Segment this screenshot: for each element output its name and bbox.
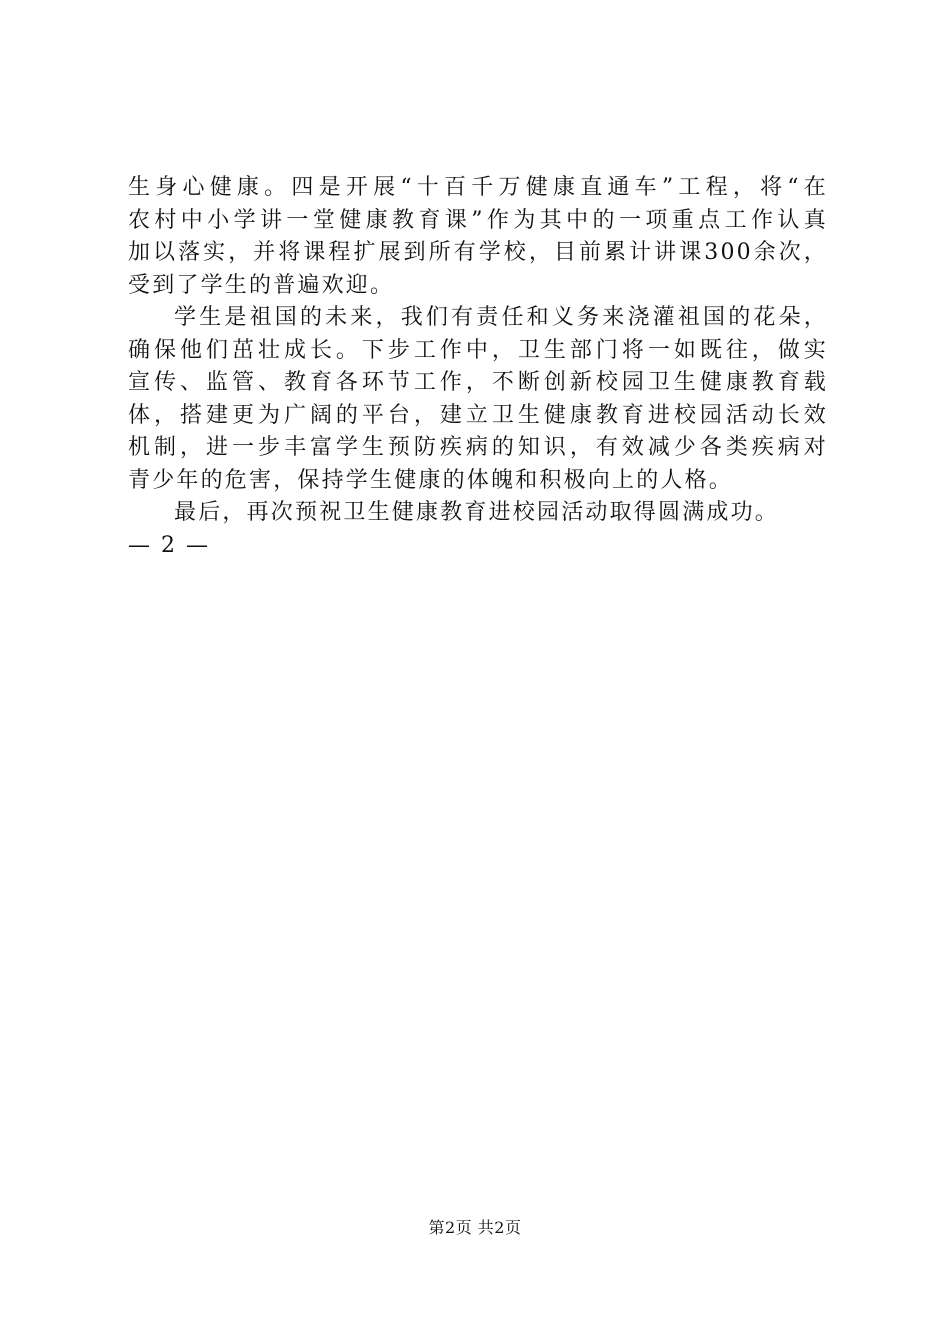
text-line: 最后，再次预祝卫生健康教育进校园活动取得圆满成功。 bbox=[174, 500, 780, 525]
body-text bbox=[128, 172, 828, 562]
text-line: 生身心健康。四是开展“十百千万健康直通车”工程，将“在 bbox=[128, 175, 828, 200]
text-line: 青少年的危害，保持学生健康的体魄和积极向上的人格。 bbox=[128, 467, 734, 493]
text-line: 宣传、监管、教育各环节工作，不断创新校园卫生健康教育载 bbox=[128, 370, 828, 395]
text-line: 受到了学生的普遍欢迎。 bbox=[128, 272, 395, 298]
text-line: 学生是祖国的未来，我们有责任和义务来浇灌祖国的花朵， bbox=[174, 305, 828, 330]
text-line: 机制，进一步丰富学生预防疾病的知识，有效减少各类疾病对 bbox=[128, 435, 828, 460]
page-marker: — 2 — bbox=[128, 532, 210, 558]
text-line: 农村中小学讲一堂健康教育课”作为其中的一项重点工作认真 bbox=[128, 207, 828, 233]
text-line: 确保他们茁壮成长。下步工作中，卫生部门将一如既往，做实 bbox=[128, 337, 828, 363]
page-footer: 第2页 共2页 bbox=[428, 1218, 522, 1237]
text-line: 加以落实，并将课程扩展到所有学校，目前累计讲课300余次， bbox=[128, 240, 828, 265]
text-line: 体，搭建更为广阔的平台，建立卫生健康教育进校园活动长效 bbox=[128, 402, 828, 428]
